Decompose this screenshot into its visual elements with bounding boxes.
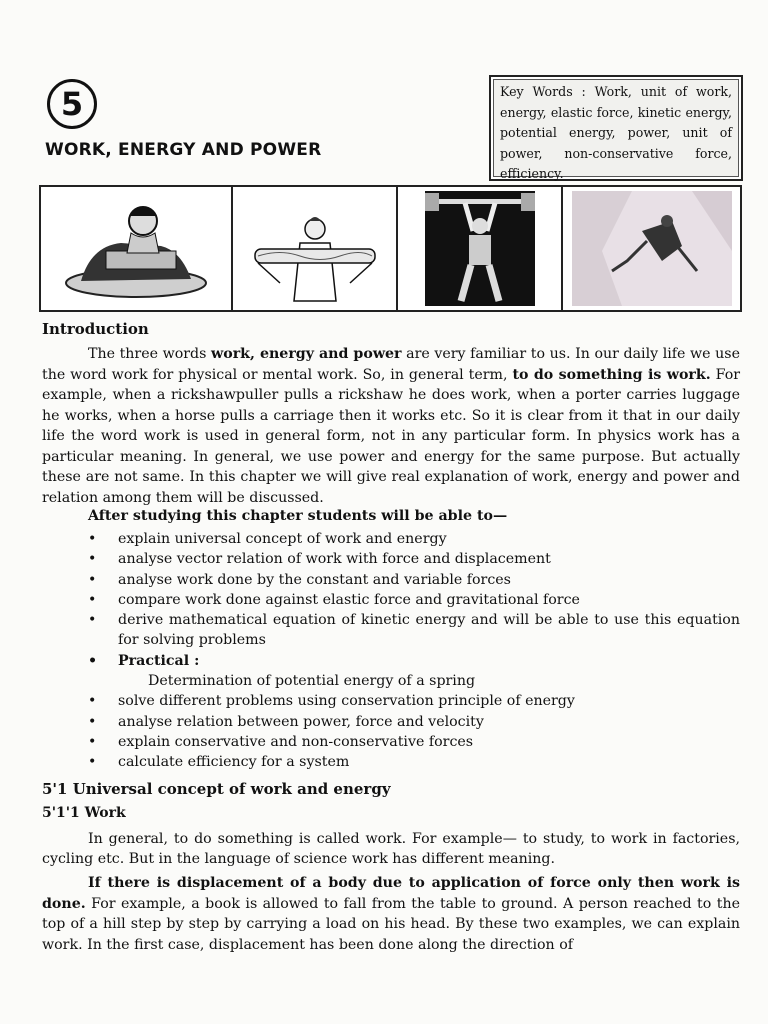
illustration-weightlifter [398,187,563,310]
objective-item: • analyse vector relation of work with force and displacement [88,551,551,568]
objective-item: • solve different problems using conservation principle of energy [88,693,575,710]
work-paragraph-2-rest: For example, a book is allowed to fall from the table to ground. A person reached to the top of a hill step by step by carrying a load on his head. By these two examples, we can explain work. In the first case, displacement has been done along the direction of [42,895,740,953]
chapter-number-badge [47,79,97,129]
illustration-man-stretching [233,187,398,310]
objective-item: • analyse relation between power, force and velocity [88,713,484,730]
illustration-climber [563,187,740,310]
objective-item-practical: • Practical : [88,652,200,669]
objective-item: • derive mathematical equation of kinetic energy and will be able to use this equation for solving problems [88,612,740,649]
section-5-1-heading: 5'1 Universal concept of work and energy [42,780,391,798]
chapter-title: WORK, ENERGY AND POWER [45,140,322,160]
intro-text-1: The three words [88,346,212,362]
introduction-paragraph [42,344,740,508]
illustration-sitting-man [41,187,233,310]
introduction-heading: Introduction [42,320,149,338]
objective-item: • calculate efficiency for a system [88,754,350,771]
chapter-number: 5 [60,85,84,123]
objective-item: • explain conservative and non-conservative forces [88,733,474,750]
objective-item: • compare work done against elastic force and gravitational force [88,591,580,608]
intro-text-3: For example, when a rickshawpuller pulls a rickshaw he does work, when a porter carries luggage he works, when a horse pulls a carriage then it works etc. So it is clear from it that in our daily life the word work is used in general form, not in any particular form. In physics work has a particular meaning. In general, we use power and energy for the same purpose. But actually these are not same. In this chapter we will give real explanation of work, energy and power and relation among them will be discussed. [42,366,741,506]
work-definition-bold: If there is displacement of a body due to application of force only then work is done. [42,875,740,912]
illustration-strip [39,185,742,312]
work-paragraph-2 [42,873,740,955]
objectives-list [88,529,740,773]
intro-text-2: are very familiar to us. In our daily life we use the word work for physical or mental work. So, in general term, [42,346,740,383]
keywords-text: Key Words : Work, unit of work, energy, elastic force, kinetic energy, potential energy, power, unit of power, non-conservative force, efficiency. [493,79,739,177]
keywords-box [489,75,743,181]
work-paragraph-1: In general, to do something is called work. For example— to study, to work in factories, cycling etc. But in the language of science work has different meaning. [42,831,740,867]
intro-text-bold-2: to do something is work. [512,366,711,383]
intro-text-bold-1: work, energy and power [211,346,402,362]
objective-practical-detail: Determination of potential energy of a spring [148,673,476,690]
objective-item: • analyse work done by the constant and variable forces [88,571,511,588]
section-5-1-1-heading: 5'1'1 Work [42,805,126,821]
objectives-heading: After studying this chapter students will be able to— [88,508,508,524]
objective-item: • explain universal concept of work and energy [88,531,447,547]
